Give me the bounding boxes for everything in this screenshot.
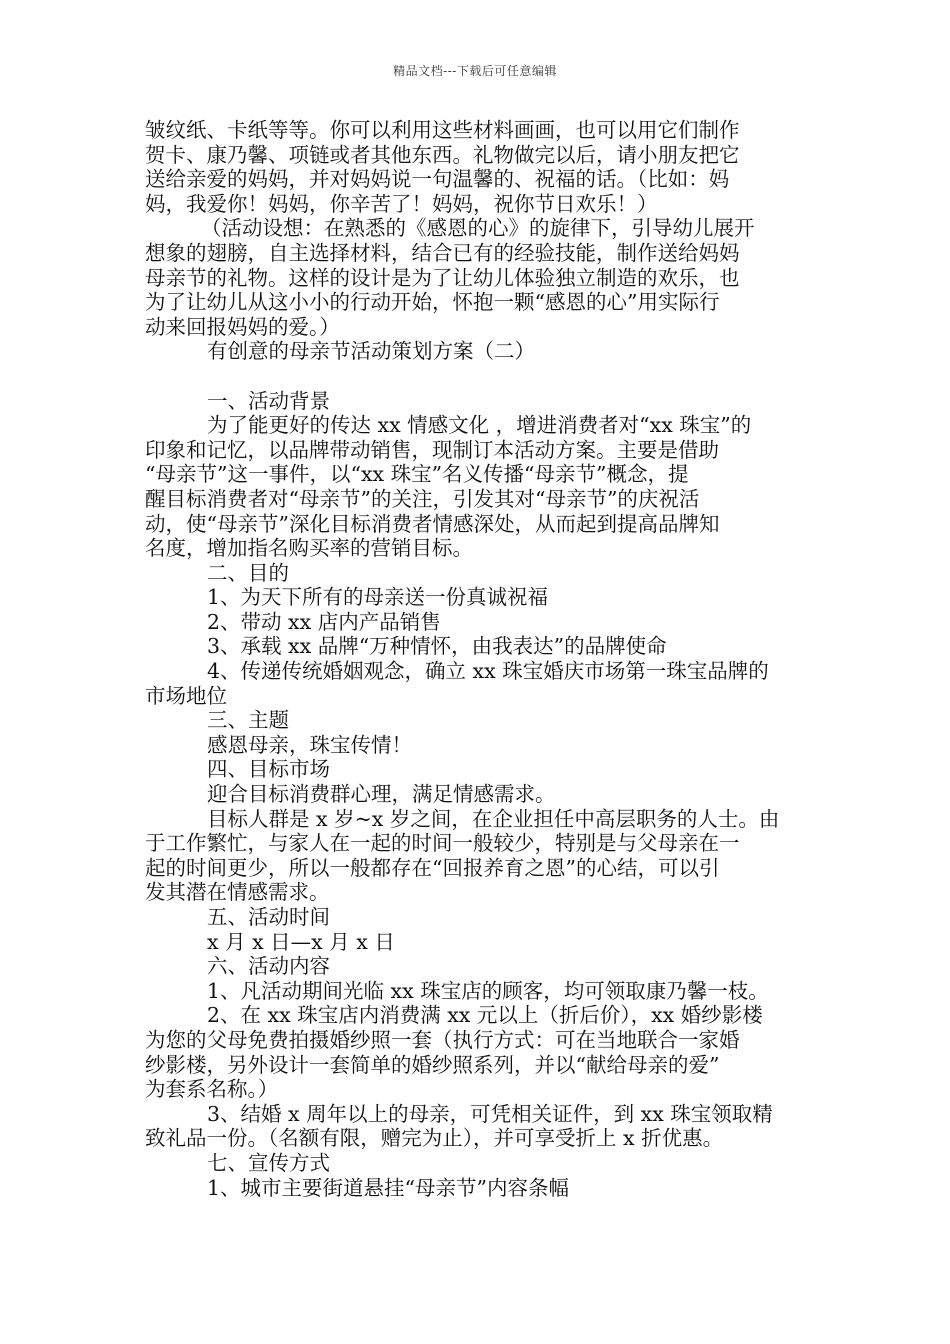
section-heading: 七、宣传方式 (207, 1150, 330, 1175)
paragraph-line: “母亲节”这一事件，以“xx 珠宝”名义传播“母亲节”概念，提 (145, 462, 689, 487)
paragraph-line: 迎合目标消费群心理，满足情感需求。 (207, 782, 556, 807)
paragraph-line: 感恩母亲，珠宝传情！ (207, 732, 412, 757)
paragraph-line: 动，使“母亲节”深化目标消费者情感深处，从而起到提高品牌知 (145, 511, 720, 536)
paragraph-line: 纱影楼，另外设计一套简单的婚纱照系列，并以“献给母亲的爱” (145, 1052, 720, 1077)
blank-line (145, 364, 807, 389)
paragraph-line: （活动设想：在熟悉的《感恩的心》的旋律下，引导幼儿展开 (201, 216, 755, 241)
paragraph-line: 于工作繁忙，与家人在一起的时间一般较少，特别是与父母亲在一 (145, 831, 740, 856)
list-item: 1、为天下所有的母亲送一份真诚祝福 (207, 585, 549, 610)
list-item: 1、凡活动期间光临 xx 珠宝店的顾客，均可领取康乃馨一枝。 (207, 978, 769, 1003)
section-heading: 六、活动内容 (207, 954, 330, 979)
paragraph-line: 为了让幼儿从这小小的行动开始，怀抱一颗“感恩的心”用实际行 (145, 290, 720, 315)
paragraph-line: 妈，我爱你！妈妈，你辛苦了！妈妈，祝你节日欢乐！） (145, 191, 658, 216)
list-item: 1、城市主要街道悬挂“母亲节”内容条幅 (207, 1175, 570, 1200)
paragraph-line: 醒目标消费者对“母亲节”的关注，引发其对“母亲节”的庆祝活 (145, 486, 700, 511)
list-item: 3、承载 xx 品牌“万种情怀，由我表达”的品牌使命 (207, 634, 667, 659)
paragraph-line: 母亲节的礼物。这样的设计是为了让幼儿体验独立制造的欢乐，也 (145, 265, 740, 290)
paragraph-line: 想象的翅膀，自主选择材料，结合已有的经验技能，制作送给妈妈 (145, 240, 740, 265)
section-heading: 一、活动背景 (207, 388, 330, 413)
paragraph-line: 为套系名称。） (145, 1077, 279, 1102)
paragraph-line: 印象和记忆，以品牌带动销售，现制订本活动方案。主要是借助 (145, 437, 719, 462)
section-heading: 四、目标市场 (207, 757, 330, 782)
paragraph-line: 贺卡、康乃馨、项链或者其他东西。礼物做完以后，请小朋友把它 (145, 142, 740, 167)
section-title: 有创意的母亲节活动策划方案（二） (207, 339, 535, 364)
list-item: 2、带动 xx 店内产品销售 (207, 609, 441, 634)
paragraph-line: x 月 x 日—x 月 x 日 (207, 929, 395, 954)
paragraph-line: 目标人群是 x 岁~x 岁之间，在企业担任中高层职务的人士。由 (207, 806, 780, 831)
paragraph-line: 名度，增加指名购买率的营销目标。 (145, 536, 473, 561)
section-heading: 三、主题 (207, 708, 289, 733)
list-item: 3、结婚 x 周年以上的母亲，可凭相关证件，到 xx 珠宝领取精 (207, 1101, 773, 1126)
paragraph-line: 为了能更好的传达 xx 情感文化 ，增进消费者对“xx 珠宝”的 (207, 413, 752, 438)
list-item: 2、在 xx 珠宝店内消费满 xx 元以上（折后价），xx 婚纱影楼 (207, 1003, 763, 1028)
document-body (145, 118, 807, 1200)
section-heading: 五、活动时间 (207, 905, 330, 929)
list-item: 4、传递传统婚姻观念，确立 xx 珠宝婚庆市场第一珠宝品牌的 (207, 659, 769, 684)
page-header: 精品文档---下载后可任意编辑 (393, 64, 557, 78)
section-heading: 二、目的 (207, 560, 289, 585)
paragraph-line: 送给亲爱的妈妈，并对妈妈说一句温馨的、祝福的话。（比如：妈 (145, 167, 730, 192)
paragraph-line: 动来回报妈妈的爱。） (145, 314, 340, 339)
paragraph-line: 起的时间更少，所以一般都存在“回报养育之恩”的心结，可以引 (145, 855, 720, 880)
paragraph-line: 为您的父母免费拍摄婚纱照一套（执行方式：可在当地联合一家婚 (145, 1027, 740, 1052)
paragraph-line: 致礼品一份。（名额有限，赠完为止），并可享受折上 x 折优惠。 (145, 1126, 724, 1151)
paragraph-line: 市场地位 (145, 683, 227, 708)
paragraph-line: 发其潜在情感需求。 (145, 880, 330, 905)
paragraph-line: 皱纹纸、卡纸等等。你可以利用这些材料画画，也可以用它们制作 (145, 118, 740, 142)
